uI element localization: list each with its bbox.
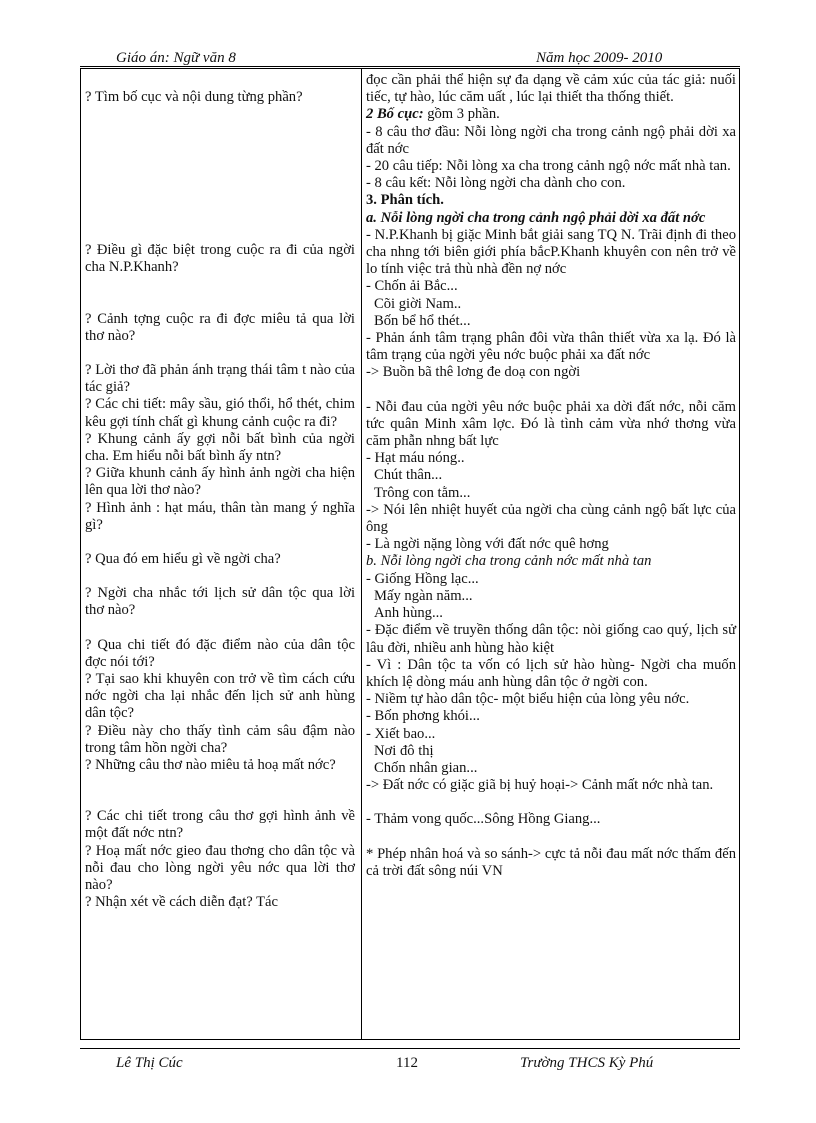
answer-line: b. Nỗi lòng ngời cha trong cảnh nớc mất nhà tan [366, 553, 652, 570]
answer-line: - Giống Hồng lạc... [366, 570, 479, 587]
question-line: ? Hoạ mất nớc gieo đau thơng cho dân tộc và nỗi đau cho lòng ngời yêu nớc qua lời thơ nào? [85, 842, 355, 894]
column-divider [361, 69, 362, 1039]
question-line: ? Qua đó em hiểu gì về ngời cha? [85, 551, 281, 568]
questions-column [85, 72, 355, 912]
answer-line: - 20 câu tiếp: Nỗi lòng xa cha trong cảnh ngộ nớc mất nhà tan. [366, 158, 731, 175]
answer-line: Chốn nhân gian... [374, 759, 478, 776]
answer-line: * Phép nhân hoá và so sánh-> cực tả nỗi đau mất nớc thấm đến cả trời đất sông núi VN [366, 845, 736, 879]
question-line: ? Cảnh tợng cuộc ra đi đợc miêu tả qua lời thơ nào? [85, 310, 355, 344]
answer-line: - Phản ánh tâm trạng phân đôi vừa thân thiết vừa xa lạ. Đó là tâm trạng của ngời yêu nớc buộc phải xa đất nớc [366, 330, 736, 364]
header-school-year: Năm học 2009- 2010 [536, 50, 663, 66]
header-rule [80, 66, 740, 67]
answer-line: - Chốn ải Bắc... [366, 278, 458, 295]
spacer [85, 534, 355, 551]
answer-line: Mấy ngàn năm... [374, 587, 473, 604]
answer-line: a. Nỗi lòng ngời cha trong cảnh ngộ phải dời xa đất nớc [366, 209, 706, 226]
spacer [366, 382, 736, 399]
answer-line: 3. Phân tích. [366, 192, 444, 209]
answer-line: Anh hùng... [374, 605, 443, 622]
question-line: ? Qua chi tiết đó đặc điểm nào của dân tộc đợc nói tới? [85, 636, 355, 670]
spacer [85, 774, 355, 808]
footer-author: Lê Thị Cúc [116, 1055, 183, 1071]
answer-line: Cõi giời Nam.. [374, 295, 462, 312]
answers-column [366, 72, 736, 880]
spacer [85, 106, 355, 242]
answer-line: - 8 câu kết: Nỗi lòng ngời cha dành cho con. [366, 175, 626, 192]
question-line: ? Điều gì đặc biệt trong cuộc ra đi của ngời cha N.P.Khanh? [85, 242, 355, 276]
answer-line: - Nỗi đau của ngời yêu nớc buộc phải xa dời đất nớc, nỗi căm tức quân Minh xâm lợc. Đó là tình cảm vừa nhớ thơng vừa căm phẫn nhng bất lực [366, 398, 736, 450]
answer-line: Nơi đô thị [374, 742, 434, 759]
footer-rule [80, 1048, 740, 1049]
answer-line: - Niềm tự hào dân tộc- một biểu hiện của lòng yêu nớc. [366, 691, 690, 708]
answer-line: - Hạt máu nóng.. [366, 450, 465, 467]
section-heading: 2 Bố cục: [366, 106, 424, 123]
answer-line: - Xiết bao... [366, 725, 436, 742]
question-line: ? Lời thơ đã phản ánh trạng thái tâm t nào của tác giả? [85, 362, 355, 396]
answer-line: đọc cần phải thể hiện sự đa dạng về cảm xúc của tác giả: nuối tiếc, tự hào, lúc căm uất , lúc lại thiết tha thống thiết. [366, 72, 736, 106]
question-line: ? Điều này cho thấy tình cảm sâu đậm nào trong tâm hồn ngời cha? [85, 722, 355, 756]
footer-school: Trường THCS Kỳ Phú [520, 1055, 654, 1071]
question-line: ? Tại sao khi khuyên con trở về tìm cách cứu nớc ngời cha lại nhắc đến lịch sử anh hùng dân tộc? [85, 671, 355, 722]
answer-line: -> Buồn bã thê lơng đe doạ con ngời [366, 364, 581, 381]
answer-line: - Đặc điểm về truyền thống dân tộc: nòi giống cao quý, lịch sử lâu đời, nhiều anh hùng hào kiệt [366, 622, 736, 656]
answer-line: - Thảm vong quốc...Sông Hồng Giang... [366, 811, 601, 828]
answer-line: - Bốn phơng khói... [366, 708, 480, 725]
question-line: ? Các chi tiết: mây sầu, gió thổi, hổ thét, chim kêu gợi tính chất gì khung cảnh cuộc ra đi? [85, 396, 355, 430]
answer-line: -> Đất nớc có giặc giã bị huỷ hoại-> Cảnh mất nớc nhà tan. [366, 777, 714, 794]
question-line: ? Giữa khunh cảnh ấy hình ảnh ngời cha hiện lên qua lời thơ nào? [85, 465, 355, 499]
page-number: 112 [396, 1055, 418, 1071]
spacer [85, 568, 355, 585]
answer-line: - Vì : Dân tộc ta vốn có lịch sử hào hùng- Ngời cha muốn khích lệ dòng máu anh hùng dân tộc ở ngời con. [366, 656, 736, 690]
spacer [366, 794, 736, 811]
question-line: ? Khung cảnh ấy gợi nỗi bất bình của ngời cha. Em hiểu nỗi bất bình ấy ntn? [85, 430, 355, 465]
header-subject: Giáo án: Ngữ văn 8 [116, 50, 236, 66]
question-line: ? Tìm bố cục và nội dung từng phần? [85, 89, 303, 105]
answer-line: -> Nói lên nhiệt huyết của ngời cha cùng cảnh ngộ bất lực của ông [366, 501, 736, 536]
answer-line: - Là ngời nặng lòng với đất nớc quê hơng [366, 536, 609, 553]
answer-line: Bốn bể hổ thét... [374, 312, 471, 329]
answer-line: Trông con tằm... [374, 484, 471, 501]
spacer [85, 620, 355, 637]
question-line: ? Nhận xét về cách diễn đạt? Tác [85, 894, 278, 911]
answer-line [366, 106, 736, 123]
question-line: ? Ngời cha nhắc tới lịch sử dân tộc qua lời thơ nào? [85, 585, 355, 619]
spacer [366, 829, 736, 846]
question-line: ? Các chi tiết trong câu thơ gợi hình ảnh về một đất nớc ntn? [85, 808, 355, 842]
spacer [85, 72, 355, 89]
question-line: ? Hình ảnh : hạt máu, thân tàn mang ý nghĩa gì? [85, 499, 355, 533]
answer-line: - N.P.Khanh bị giặc Minh bắt giải sang TQ N. Trãi định đi theo cha nhng tới biên giới phía bắcP.Khanh khuyên con nên trở về lo tính việc trả thù nhà đền nợ nớc [366, 226, 736, 278]
answer-line: Chút thân... [374, 467, 443, 484]
question-line: ? Những câu thơ nào miêu tả hoạ mất nớc? [85, 757, 336, 774]
spacer [85, 345, 355, 362]
section-text: gồm 3 phần. [423, 106, 500, 123]
answer-line: - 8 câu thơ đầu: Nỗi lòng ngời cha trong cảnh ngộ phải dời xa đất nớc [366, 123, 736, 157]
spacer [85, 277, 355, 311]
lesson-table [80, 68, 740, 1040]
